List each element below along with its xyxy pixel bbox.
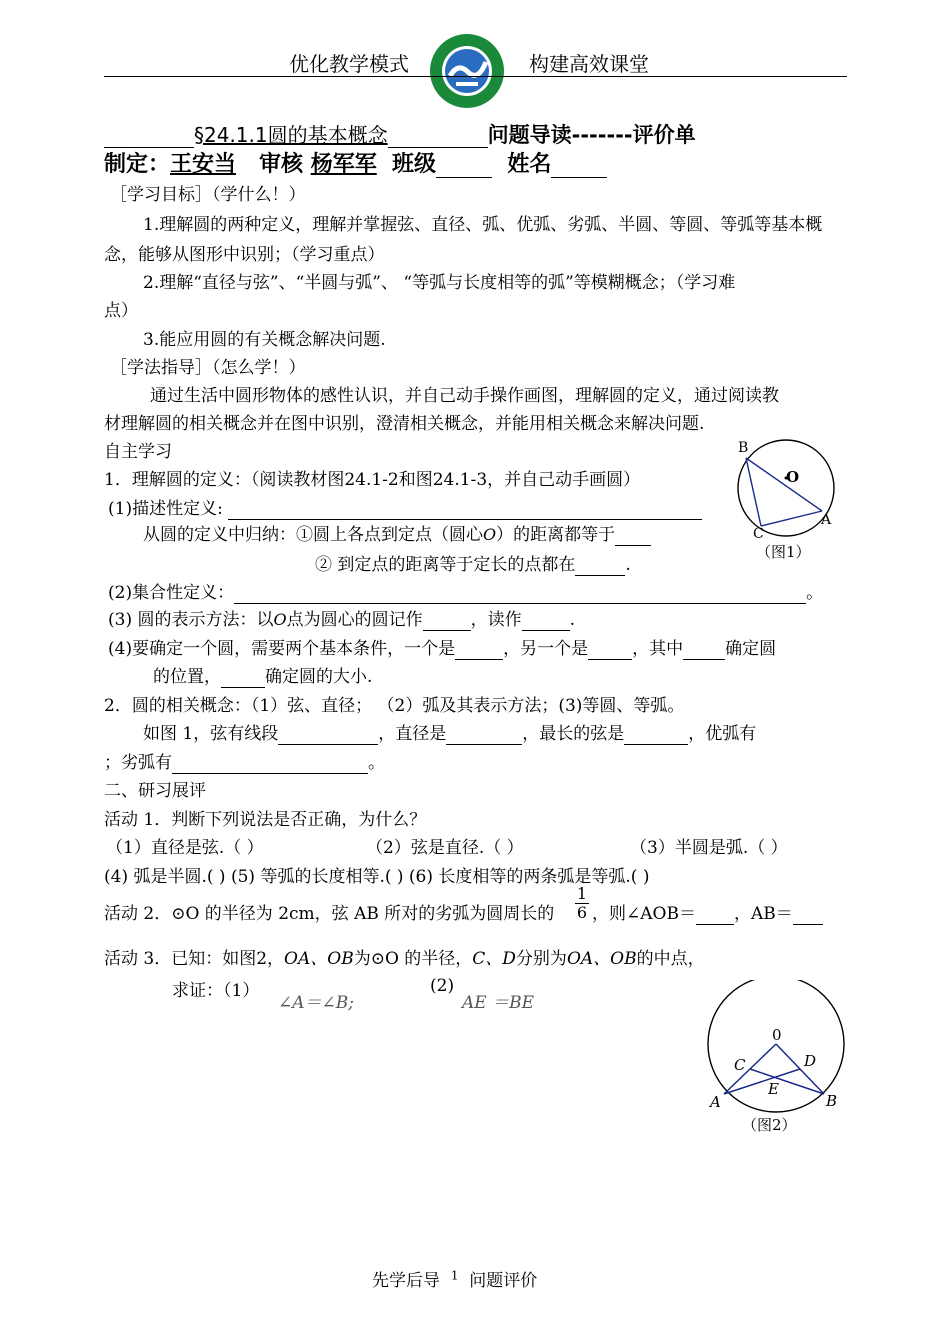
header-left: 优化教学模式 xyxy=(289,52,409,76)
fig1-label-o: O xyxy=(786,468,800,486)
q2-blank2[interactable] xyxy=(446,724,522,745)
fig2-label-e: E xyxy=(768,1080,779,1098)
title-main: §24.1.1圆的基本概念 xyxy=(194,123,388,147)
activity-2-b: ，则∠AOB＝ xyxy=(592,904,696,924)
page-number: 1 xyxy=(450,1268,459,1283)
prove-1: ∠A＝∠B; xyxy=(278,993,354,1013)
activity-2-blank2[interactable] xyxy=(793,904,823,925)
doc-title xyxy=(104,119,696,149)
prove-label: 求证：（1） xyxy=(172,981,260,1001)
fig1-chord-ca xyxy=(761,511,822,526)
activity-3-cd: C、D xyxy=(472,949,516,969)
class-label: 班级 xyxy=(392,152,437,177)
q2-line2: ；劣弧有 。 xyxy=(104,753,385,773)
q1-1-label: (1)描述性定义: xyxy=(108,499,223,519)
activity-1-row1a: （1）直径是弦.（ ） xyxy=(106,838,264,858)
fig2-label-d: D xyxy=(804,1052,817,1070)
activity-2-a: 活动 2．⊙O 的半径为 2cm，弦 AB 所对的劣弧为圆周长的 xyxy=(104,904,555,924)
q2-c: ，最长的弦是 xyxy=(522,724,625,744)
center-o-2: O xyxy=(273,610,287,629)
fig2-label-b: B xyxy=(826,1092,838,1110)
q1-4-c: ，其中 xyxy=(632,639,684,659)
goal-1a: 1.理解圆的两种定义，理解并掌握弦、直径、弧、优弧、劣弧、半圆、等圆、等弧等基本概 xyxy=(143,215,823,235)
q1-2-label: (2)集合性定义： xyxy=(108,583,235,603)
header-rule xyxy=(104,76,847,77)
header-right: 构建高效课堂 xyxy=(529,52,649,76)
q2: 2．圆的相关概念：（1）弦、直径； （2）弧及其表示方法；(3)等圆、等弧。 xyxy=(104,696,685,716)
footer xyxy=(372,1266,537,1291)
q2-d: ，优弧有 xyxy=(688,724,757,744)
q2-b: ，直径是 xyxy=(378,724,447,744)
q1-3-c: ，读作 xyxy=(470,610,522,630)
q1-3-b: 点为圆心的圆记作 xyxy=(286,610,423,630)
q1-2-blank[interactable] xyxy=(234,583,806,604)
goal-3: 3.能应用圆的有关概念解决问题. xyxy=(143,330,386,350)
activity-3-oaob2: OA、OB xyxy=(566,949,637,969)
class-blank[interactable] xyxy=(436,152,492,178)
q1-4-f: 确定圆的大小. xyxy=(265,667,373,687)
maker: 王安当 xyxy=(170,152,237,177)
activity-3-oaob: OA、OB xyxy=(284,949,354,969)
fig1-chord-bc xyxy=(746,458,761,526)
activity-3-b: 为⊙O 的半径， xyxy=(353,949,473,969)
activity-3 xyxy=(104,944,705,969)
q1-1-blank[interactable] xyxy=(228,499,702,520)
q2-line1 xyxy=(143,719,756,745)
fig2-label-c: C xyxy=(734,1056,746,1074)
q1-4-blank3[interactable] xyxy=(683,639,725,660)
q2-blank4[interactable] xyxy=(172,753,368,774)
q1-summary-2-blank[interactable] xyxy=(575,555,625,576)
fraction-den: 6 xyxy=(576,903,588,922)
fig1-chord-ba xyxy=(746,458,822,511)
fraction-num: 1 xyxy=(576,884,588,903)
maker-label: 制定： xyxy=(104,152,171,177)
q1-4 xyxy=(108,634,776,660)
meta-line xyxy=(104,147,607,178)
q1-3-blank1[interactable] xyxy=(423,610,471,631)
activity-2-rest xyxy=(592,899,823,925)
q1-summary-2: ② 到定点的距离等于定长的点都在 . xyxy=(315,555,631,575)
q1-4-d: 确定圆 xyxy=(725,639,777,659)
school-logo xyxy=(428,32,506,110)
q1-summary-blank[interactable] xyxy=(615,525,651,546)
title-suffix: 问题导读-------评价单 xyxy=(487,123,696,147)
q1-summary-a: 从圆的定义中归纳：①圆上各点到定点（圆心 xyxy=(143,525,483,545)
q1-4-line2 xyxy=(153,662,372,688)
name-blank[interactable] xyxy=(551,152,607,178)
fig2-caption: （图2） xyxy=(742,1116,797,1134)
fraction xyxy=(575,885,589,922)
self-study-heading: 自主学习 xyxy=(104,442,172,462)
q2-a: 如图 1，弦有线段 xyxy=(143,724,279,744)
activity-2 xyxy=(104,899,554,924)
fig1-caption: （图1） xyxy=(756,543,811,561)
reviewer: 杨军军 xyxy=(310,152,377,177)
fig2-label-o: 0 xyxy=(772,1026,782,1044)
fig2-label-a: A xyxy=(710,1093,721,1111)
figure-2 xyxy=(700,980,850,1140)
goal-1b: 念，能够从图形中识别；（学习重点） xyxy=(104,245,385,265)
q1-4-blank2[interactable] xyxy=(588,639,632,660)
prove-2-label: (2) xyxy=(430,976,455,996)
activity-3-a: 活动 3．已知：如图2， xyxy=(104,949,285,969)
q1: 1．理解圆的定义：（阅读教材图24.1-2和图24.1-3，并自己动手画圆） xyxy=(104,470,641,490)
q1-3-a: (3) 圆的表示方法：以 xyxy=(108,610,274,630)
fig1-label-c: C xyxy=(753,526,764,542)
footer-right: 问题评价 xyxy=(469,1271,538,1291)
q2-e: ；劣弧有 xyxy=(104,753,172,773)
q1-3: (3) 圆的表示方法：以O点为圆心的圆记作 ，读作 . xyxy=(108,610,576,630)
activity-1-row1c: （3）半圆是弧.（ ） xyxy=(630,838,788,858)
method-p2: 材理解圆的相关概念并在图中识别，澄清相关概念，并能用相关概念来解决问题. xyxy=(104,414,705,434)
q1-4-b: ，另一个是 xyxy=(503,639,589,659)
footer-left: 先学后导 xyxy=(372,1271,440,1291)
reviewer-label: 审核 xyxy=(259,152,304,177)
goal-2a: 2.理解“直径与弦”、“半圆与弧”、 “等弧与长度相等的弧”等模糊概念；（学习难 xyxy=(143,273,736,293)
q1-summary-b: ）的距离都等于 xyxy=(496,525,616,545)
q1-summary-2-text: ② 到定点的距离等于定长的点都在 xyxy=(315,555,576,575)
q1-summary xyxy=(143,520,651,546)
fig1-label-b: B xyxy=(738,440,749,456)
goals-heading: ［学习目标］（学什么！） xyxy=(110,185,306,205)
method-p1: 通过生活中圆形物体的感性认识，并自己动手操作画图，理解圆的定义，通过阅读教 xyxy=(150,386,779,406)
q1-1 xyxy=(108,494,702,520)
q1-4-e: 的位置， xyxy=(153,667,221,687)
goal-2b: 点） xyxy=(104,301,138,321)
q1-4-a: (4)要确定一个圆，需要两个基本条件，一个是 xyxy=(108,639,456,659)
q2-blank1[interactable] xyxy=(278,724,378,745)
activity-1-row2: (4) 弧是半圆.( ) (5) 等弧的长度相等.( ) (6) 长度相等的两条弧是等弧.( ) xyxy=(104,867,650,887)
name-label: 姓名 xyxy=(507,152,552,177)
activity-1: 活动 1．判断下列说法是否正确，为什么？ xyxy=(104,810,427,830)
prove-2: AE ＝BE xyxy=(462,993,534,1013)
review-heading: 二、研习展评 xyxy=(104,781,206,801)
q1-2: (2)集合性定义： 。 xyxy=(108,583,824,603)
center-o: O xyxy=(483,525,497,544)
activity-3-c: 分别为 xyxy=(515,949,567,969)
q1-3-blank2[interactable] xyxy=(522,610,570,631)
activity-1-row1b: （2）弦是直径.（ ） xyxy=(366,838,524,858)
q1-4-blank1[interactable] xyxy=(455,639,503,660)
activity-3-d: 的中点， xyxy=(636,949,705,969)
fig1-label-a: A xyxy=(821,512,832,528)
figure-1 xyxy=(720,428,850,568)
q1-4-blank4[interactable] xyxy=(221,667,265,688)
activity-2-blank1[interactable] xyxy=(696,904,734,925)
q2-blank3[interactable] xyxy=(624,724,688,745)
activity-2-c: ，AB＝ xyxy=(733,904,793,924)
method-heading: ［学法指导］（怎么学！） xyxy=(110,358,306,378)
